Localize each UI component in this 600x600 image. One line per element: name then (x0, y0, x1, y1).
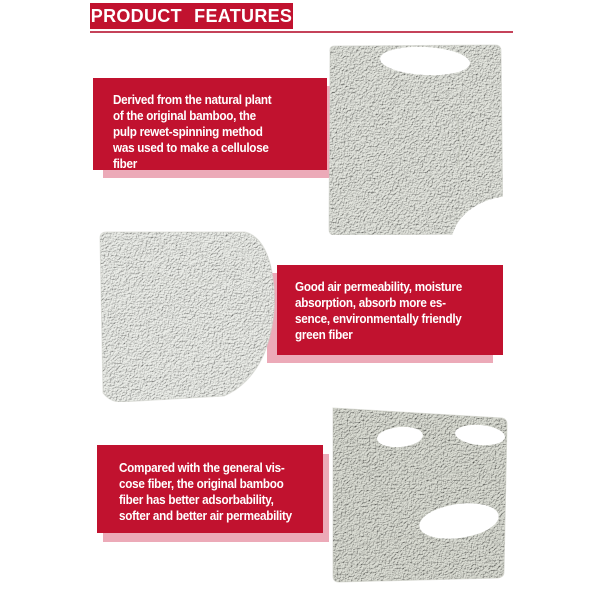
feature-1-fabric-photo (325, 43, 503, 235)
feature-2-fabric-photo (97, 228, 275, 402)
feature-text-line: Derived from the natural plant (113, 92, 272, 107)
feature-text-line: Good air permeability, moisture (295, 279, 462, 294)
feature-1-text-box (93, 78, 327, 170)
feature-text-line: sence, environmentally friendly (295, 311, 462, 326)
feature-text-line: softer and better air permeability (119, 508, 292, 523)
feature-text-line: green fiber (295, 327, 353, 342)
feature-3-text-box (97, 445, 323, 533)
feature-text-line: of the original bamboo, the (113, 108, 256, 123)
feature-3-mask-photo (326, 403, 512, 583)
feature-2-text-box (277, 265, 503, 355)
title-underline (90, 31, 513, 33)
feature-text-line: fiber has better adsorbability, (119, 492, 274, 507)
feature-text-line: was used to make a cellulose (113, 140, 269, 155)
feature-text-line: absorption, absorb more es- (295, 295, 446, 310)
feature-text-line: Compared with the general vis- (119, 460, 285, 475)
feature-text-line: fiber (113, 156, 138, 171)
page-title: PRODUCT FEATURES (90, 3, 293, 29)
feature-text-line: pulp rewet-spinning method (113, 124, 263, 139)
feature-text-line: cose fiber, the original bamboo (119, 476, 284, 491)
